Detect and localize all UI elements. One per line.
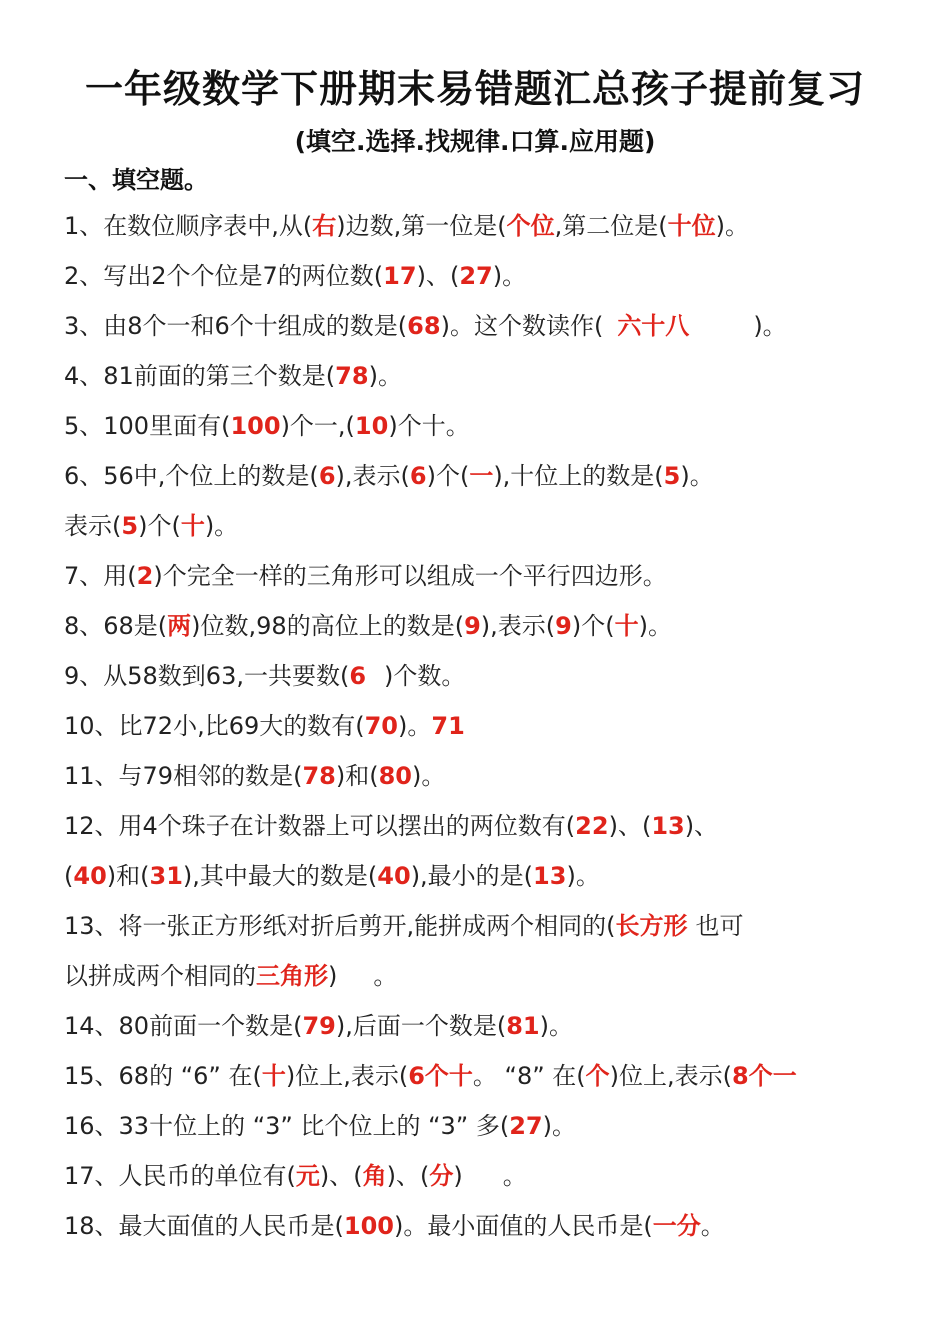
- question-text: 。: [700, 1212, 725, 1240]
- question-text: 13、将一张正方形纸对折后剪开,能拼成两个相同的(: [64, 912, 616, 940]
- answer: 8个一: [732, 1062, 797, 1090]
- answer: 27: [459, 262, 493, 290]
- question-text: )。: [492, 262, 527, 290]
- question-text: ,第二位是(: [554, 212, 668, 240]
- question-text: )。: [638, 612, 672, 640]
- answer: 角: [362, 1162, 387, 1190]
- answer: 9: [555, 612, 572, 640]
- answer: 六十八: [617, 312, 690, 340]
- answer: 13: [533, 862, 567, 890]
- question-10: [64, 706, 465, 746]
- question-13-continued: [64, 956, 397, 996]
- answer: 十位: [667, 212, 716, 240]
- question-12-continued: [64, 856, 600, 896]
- answer: 40: [377, 862, 411, 890]
- question-2: [64, 256, 526, 296]
- question-5: [64, 406, 470, 446]
- question-text: )、(: [319, 1162, 363, 1190]
- question-text: )个(: [138, 512, 181, 540]
- question-18: [64, 1206, 725, 1246]
- question-text: 也可: [695, 912, 744, 940]
- question-text: 表示(: [64, 512, 122, 540]
- question-8: [64, 606, 672, 646]
- question-text: 2、写出2个个位是7的两位数(: [64, 262, 384, 290]
- question-text: 8、68是(: [64, 612, 168, 640]
- question-6: [64, 456, 714, 496]
- question-text: )、(: [386, 1162, 430, 1190]
- answer: 十: [180, 512, 205, 540]
- answer: 元: [295, 1162, 320, 1190]
- answer: 6: [318, 462, 336, 490]
- question-text: )。: [753, 312, 787, 340]
- question-text: )。: [368, 362, 402, 390]
- answer: 40: [73, 862, 107, 890]
- answer: 100: [343, 1212, 395, 1240]
- question-text: )个(: [571, 612, 615, 640]
- question-text: ),表示(: [480, 612, 556, 640]
- question-text: 以拼成两个相同的: [64, 962, 256, 990]
- question-text: 。 “8” 在(: [472, 1062, 586, 1090]
- question-text: ),最小的是(: [410, 862, 534, 890]
- question-text: )个一,(: [280, 412, 355, 440]
- question-text: )、: [684, 812, 719, 840]
- question-text: ),其中最大的数是(: [182, 862, 378, 890]
- answer: 100: [230, 412, 281, 440]
- question-1: [64, 206, 749, 246]
- answer: 13: [651, 812, 685, 840]
- answer: 一分: [652, 1212, 701, 1240]
- answer: 6: [409, 462, 427, 490]
- answer: 6: [349, 662, 367, 690]
- answer: 10: [354, 412, 389, 440]
- question-text: 6、56中,个位上的数是(: [64, 462, 319, 490]
- question-4: [64, 356, 402, 396]
- answer: 一: [469, 462, 494, 490]
- question-text: )、(: [608, 812, 652, 840]
- question-text: )。: [204, 512, 239, 540]
- answer: 17: [383, 262, 417, 290]
- question-text: )边数,第一位是(: [336, 212, 507, 240]
- question-text: ),十位上的数是(: [493, 462, 664, 490]
- question-text: 14、80前面一个数是(: [64, 1012, 303, 1040]
- answer: 个: [585, 1062, 610, 1090]
- question-16: [64, 1106, 576, 1146]
- question-text: )位数,98的高位上的数是(: [191, 612, 465, 640]
- question-text: )。: [715, 212, 749, 240]
- answer: 右: [312, 212, 337, 240]
- question-11: [64, 756, 445, 796]
- question-7: [64, 556, 667, 596]
- question-text: 10、比72小,比69大的数有(: [64, 712, 365, 740]
- question-text: 5、100里面有(: [64, 412, 231, 440]
- question-text: )。最小面值的人民币是(: [394, 1212, 653, 1240]
- question-text: )。: [542, 1112, 577, 1140]
- question-text: ): [453, 1162, 463, 1190]
- question-9: [64, 656, 465, 696]
- answer: 个位: [506, 212, 555, 240]
- answer: 三角形: [256, 962, 328, 990]
- answer: 5: [121, 512, 139, 540]
- question-text: 。: [502, 1162, 527, 1190]
- question-text: 15、68的 “6” 在(: [64, 1062, 262, 1090]
- question-text: 1、在数位顺序表中,从(: [64, 212, 313, 240]
- question-text: 3、由8个一和6个十组成的数是(: [64, 312, 408, 340]
- page-subtitle: (填空.选择.找规律.口算.应用题): [294, 127, 656, 156]
- question-text: ): [328, 962, 338, 990]
- question-12: [64, 806, 718, 846]
- question-text: )个(: [426, 462, 470, 490]
- question-text: 12、用4个珠子在计数器上可以摆出的两位数有(: [64, 812, 576, 840]
- page-title: 一年级数学下册期末易错题汇总孩子提前复习: [84, 67, 865, 111]
- question-text: )和(: [106, 862, 150, 890]
- answer: 78: [335, 362, 369, 390]
- answer: 分: [429, 1162, 454, 1190]
- question-text: 11、与79相邻的数是(: [64, 762, 303, 790]
- question-text: )位上,表示(: [285, 1062, 409, 1090]
- question-17: [64, 1156, 527, 1196]
- question-text: )和(: [335, 762, 379, 790]
- answer: 两: [167, 612, 192, 640]
- question-text: )。: [680, 462, 714, 490]
- answer: 81: [506, 1012, 540, 1040]
- question-text: 4、81前面的第三个数是(: [64, 362, 336, 390]
- question-text: )。: [566, 862, 600, 890]
- question-14: [64, 1006, 573, 1046]
- question-text: 7、用(: [64, 562, 137, 590]
- answer: 31: [149, 862, 183, 890]
- answer: 68: [407, 312, 441, 340]
- question-text: )。这个数读作(: [440, 312, 604, 340]
- question-text: )位上,表示(: [609, 1062, 733, 1090]
- question-3: [64, 306, 787, 346]
- answer: 十: [261, 1062, 286, 1090]
- question-text: )。: [398, 712, 432, 740]
- question-text: ),后面一个数是(: [335, 1012, 507, 1040]
- answer: 5: [663, 462, 681, 490]
- question-6-continued: [64, 506, 238, 546]
- question-text: ),表示(: [335, 462, 410, 490]
- answer: 27: [509, 1112, 543, 1140]
- question-text: )。: [539, 1012, 573, 1040]
- question-15: [64, 1056, 797, 1096]
- question-text: )个完全一样的三角形可以组成一个平行四边形。: [153, 562, 667, 590]
- question-text: )。: [412, 762, 446, 790]
- answer: 80: [378, 762, 412, 790]
- answer: 长方形: [615, 912, 688, 940]
- question-13: [64, 906, 744, 946]
- answer: 6个十: [408, 1062, 473, 1090]
- answer: 2: [136, 562, 154, 590]
- answer: 22: [575, 812, 609, 840]
- answer: 70: [364, 712, 399, 740]
- question-text: 18、最大面值的人民币是(: [64, 1212, 344, 1240]
- question-text: )个数。: [384, 662, 466, 690]
- question-text: 17、人民币的单位有(: [64, 1162, 296, 1190]
- question-text: )、(: [416, 262, 460, 290]
- section-heading: 一、填空题。: [64, 166, 208, 194]
- answer: 78: [302, 762, 336, 790]
- question-text: (: [64, 862, 74, 890]
- answer: 9: [464, 612, 481, 640]
- question-text: 16、33十位上的 “3” 比个位上的 “3” 多(: [64, 1112, 510, 1140]
- question-text: )个十。: [388, 412, 470, 440]
- answer: 十: [614, 612, 639, 640]
- question-text: 9、从58数到63,一共要数(: [64, 662, 350, 690]
- question-text: 。: [373, 962, 398, 990]
- answer: 79: [302, 1012, 336, 1040]
- answer: 71: [431, 712, 465, 740]
